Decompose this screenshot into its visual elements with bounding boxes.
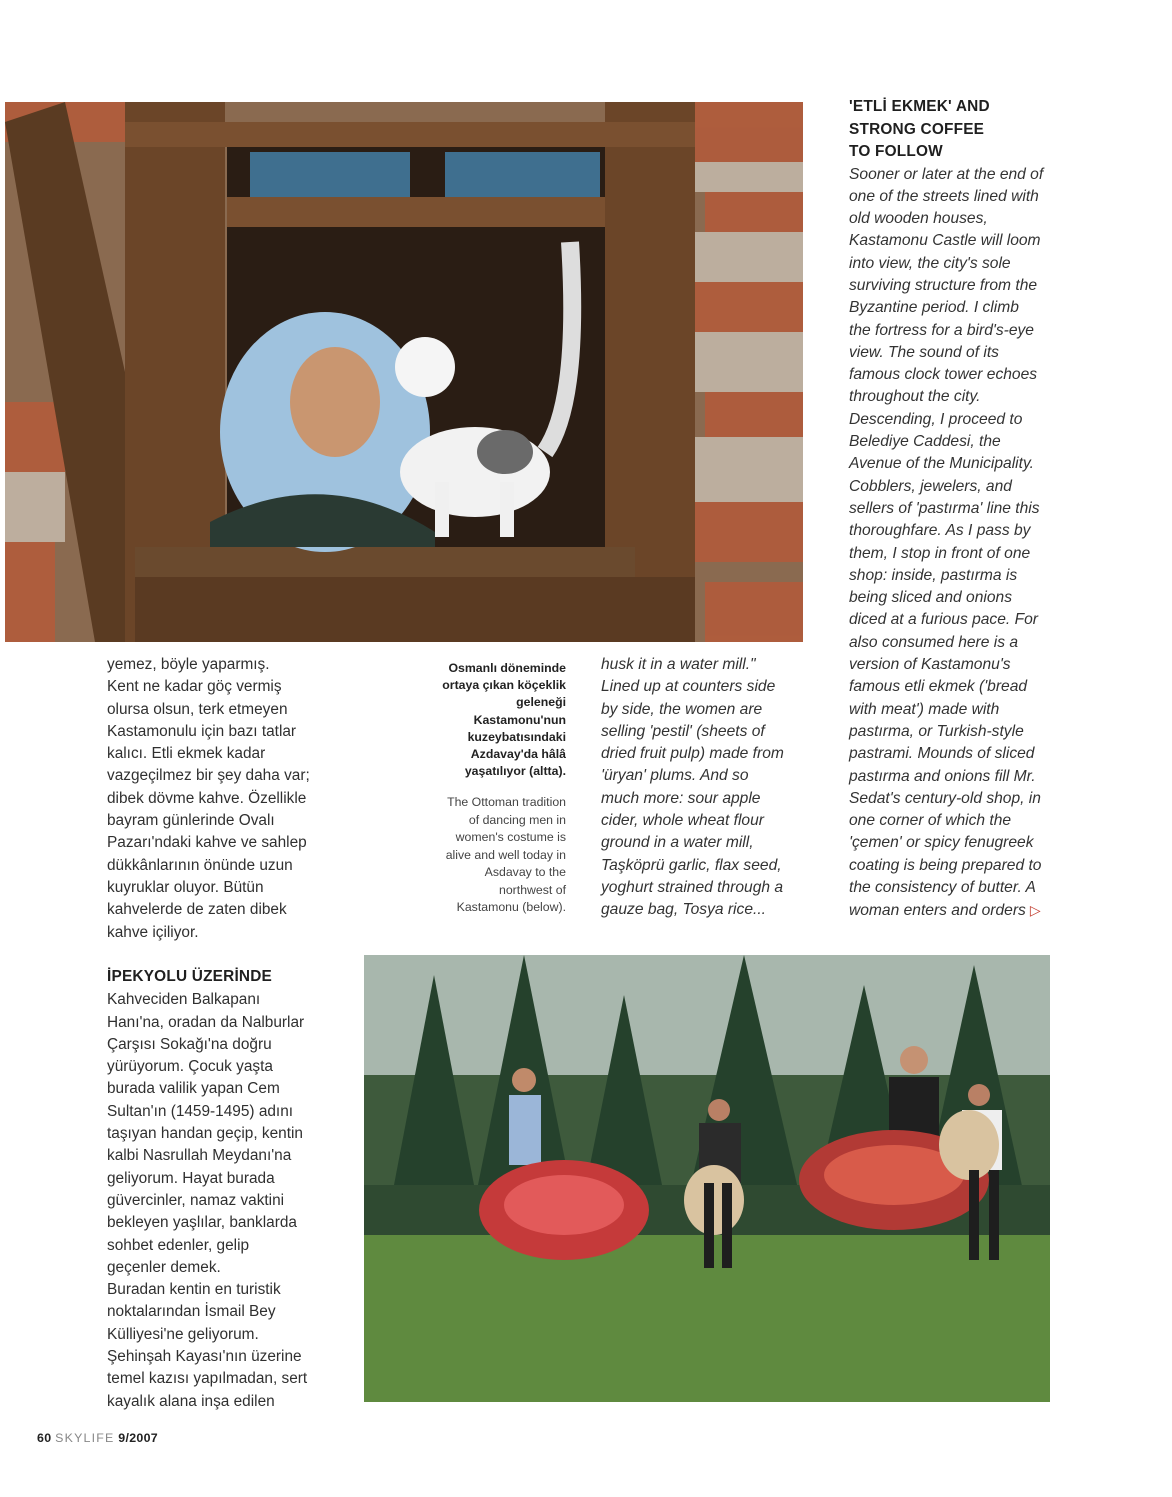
text-line: Külliyesi'ne geliyorum. [107,1325,259,1343]
text-line: yemez, böyle yaparmış. [107,656,270,673]
text-line: Sedat's century-old shop, in [849,789,1041,807]
caption-line: women's costume is [455,830,566,845]
caption-line: Osmanlı döneminde [448,661,566,675]
photo-woman-with-cat [5,102,803,642]
text-line: bayram günlerinde Ovalı [107,812,275,830]
photo-caption [420,660,566,917]
text-line-last [849,899,1079,922]
caption-turkish [420,660,566,780]
text-line: into view, the city's sole [849,254,1011,272]
turkish-section-ipekyolu [107,966,332,1413]
text-line: being sliced and onions [849,589,1012,607]
text-line: also consumed here is a [849,633,1019,651]
text-line: pastırma, or Turkish-style [849,722,1024,740]
english-section-etli-ekmek [849,96,1079,923]
text-line: coating is being prepared to [849,856,1042,874]
text-line: güvercinler, namaz vaktini [107,1191,285,1209]
caption-line: Kastamonu (below). [456,900,566,915]
text-line: diced at a furious pace. For [849,611,1038,629]
caption-line: Kastamonu'nun [473,712,566,727]
text-line: burada valilik yapan Cem [107,1080,280,1098]
text-line: Descending, I proceed to [849,410,1023,428]
text-line: noktalarından İsmail Bey [107,1303,276,1321]
text-line: yoghurt strained through a [601,878,784,896]
text-line: one corner of which the [849,812,1012,830]
text-line: Kastamonu Castle will loom [849,232,1041,250]
text-line: kahvelerde de zaten dibek [107,901,287,919]
text-line: sellers of 'pastırma' line this [849,499,1040,517]
text-line: taşıyan handan geçip, kentin [107,1125,303,1143]
text-line: geliyorum. Hayat burada [107,1169,275,1187]
text-line: them, I stop in front of one [849,544,1031,562]
caption-line: ortaya çıkan köçeklik [442,678,566,693]
caption-line: of dancing men in [468,812,566,827]
text-line: Kastamonulu için bazı tatlar [107,722,297,740]
heading-line: TO FOLLOW [849,143,943,160]
text-line: Lined up at counters side [601,678,776,696]
caption-english [420,794,566,917]
text-line: Çarşısı Sokağı'na doğru [107,1035,272,1053]
text-line: Pazarı'ndaki kahve ve sahlep [107,834,307,852]
text-line: kalbi Nasrullah Meydanı'na [107,1147,292,1165]
text-line: sohbet edenler, gelip [107,1236,250,1254]
text-line: kayalık alana inşa edilen [107,1392,275,1410]
text-line: woman enters and orders [849,902,1026,920]
text-line: kuyruklar oluyor. Bütün [107,878,264,896]
text-line: dükkânlarının önünde uzun [107,856,293,874]
text-line: pastırma and onions fill Mr. [849,767,1036,785]
caption-line: Azdavay'da hâlâ [470,747,566,762]
caption-line: kuzeybatısındaki [467,729,566,744]
text-line: view. The sound of its [849,343,999,361]
caption-line: Asdavay to the [484,865,566,880]
heading-line: STRONG COFFEE [849,120,985,138]
caption-line: geleneği [516,695,566,710]
text-line: old wooden houses, [849,210,988,228]
text-line: one of the streets lined with [849,187,1039,205]
text-line: surviving structure from the [849,276,1038,294]
text-line: famous clock tower echoes [849,366,1038,384]
text-line: yürüyorum. Çocuk yaşta [107,1058,273,1076]
text-line: thoroughfare. As I pass by [849,522,1031,540]
page-number: 60 [37,1431,52,1445]
caption-line: The Ottoman tradition [447,795,566,810]
photo-woman-with-cat-in-window [5,102,803,642]
text-line: Kahveciden Balkapanı [107,991,261,1009]
text-line: Şehinşah Kayası'nın üzerine [107,1348,302,1366]
text-line: the consistency of butter. A [849,879,1036,896]
caption-line: yaşatılıyor (altta). [464,764,566,779]
photo-kocek-dancers [364,955,1050,1402]
text-line: throughout the city. [849,388,981,406]
text-line: dried fruit pulp) made from [601,745,784,763]
text-line: vazgeçilmez bir şey daha var; [107,767,310,785]
caption-line: alive and well today in [445,847,566,862]
english-paragraph-middle [601,654,811,922]
text-line: by side, the women are [601,700,763,718]
text-line: olursa olsun, terk etmeyen [107,700,288,718]
text-line: famous etli ekmek ('bread [849,678,1028,696]
text-line: geçenler demek. [107,1258,221,1276]
text-line: much more: sour apple [601,789,761,807]
text-line: Hanı'na, oradan da Nalburlar [107,1013,305,1031]
page-footer [37,1431,158,1445]
text-line: kahve içiliyor. [107,923,199,941]
text-line: dibek dövme kahve. Özellikle [107,789,307,807]
issue-date: 9/2007 [118,1431,158,1445]
text-line: ground in a water mill, [601,834,754,852]
text-line: gauze bag, Tosya rice... [601,901,766,919]
turkish-paragraph-top [107,654,327,944]
text-line: Sooner or later at the end of [849,165,1044,183]
text-line: husk it in a water mill." [601,656,756,673]
text-line: 'üryan' plums. And so [601,767,749,785]
heading-line: 'ETLİ EKMEK' AND [849,98,990,115]
text-line: kalıcı. Etli ekmek kadar [107,745,266,763]
text-line: Belediye Caddesi, the [849,433,1001,451]
text-line: pastrami. Mounds of sliced [849,745,1035,763]
text-line: version of Kastamonu's [849,656,1011,674]
text-line: bekleyen yaşlılar, banklarda [107,1214,297,1232]
photo-kocek-dancers-and-drummers [364,955,1050,1402]
text-line: cider, whole wheat flour [601,812,764,830]
text-line: shop: inside, pastırma is [849,566,1018,584]
text-line: Sultan'ın (1459-1495) adını [107,1102,294,1120]
text-line: selling 'pestil' (sheets of [601,722,765,740]
text-line: temel kazısı yapılmadan, sert [107,1370,308,1388]
text-line: with meat') made with [849,700,1000,718]
text-line: the fortress for a bird's-eye [849,321,1034,339]
text-line: Avenue of the Municipality. [849,455,1034,473]
section-heading [849,96,1079,164]
text-line: 'çemen' or spicy fenugreek [849,834,1034,852]
section-heading: İPEKYOLU ÜZERİNDE [107,968,273,985]
text-line: Cobblers, jewelers, and [849,477,1012,495]
magazine-name: SKYLIFE [55,1431,115,1445]
text-line: Byzantine period. I climb [849,299,1019,317]
continue-arrow-icon: ▷ [1029,902,1041,919]
caption-line: northwest of [499,882,566,897]
text-line: Kent ne kadar göç vermiş [107,678,282,696]
text-line: Taşköprü garlic, flax seed, [601,856,782,874]
text-line: Buradan kentin en turistik [107,1281,281,1299]
